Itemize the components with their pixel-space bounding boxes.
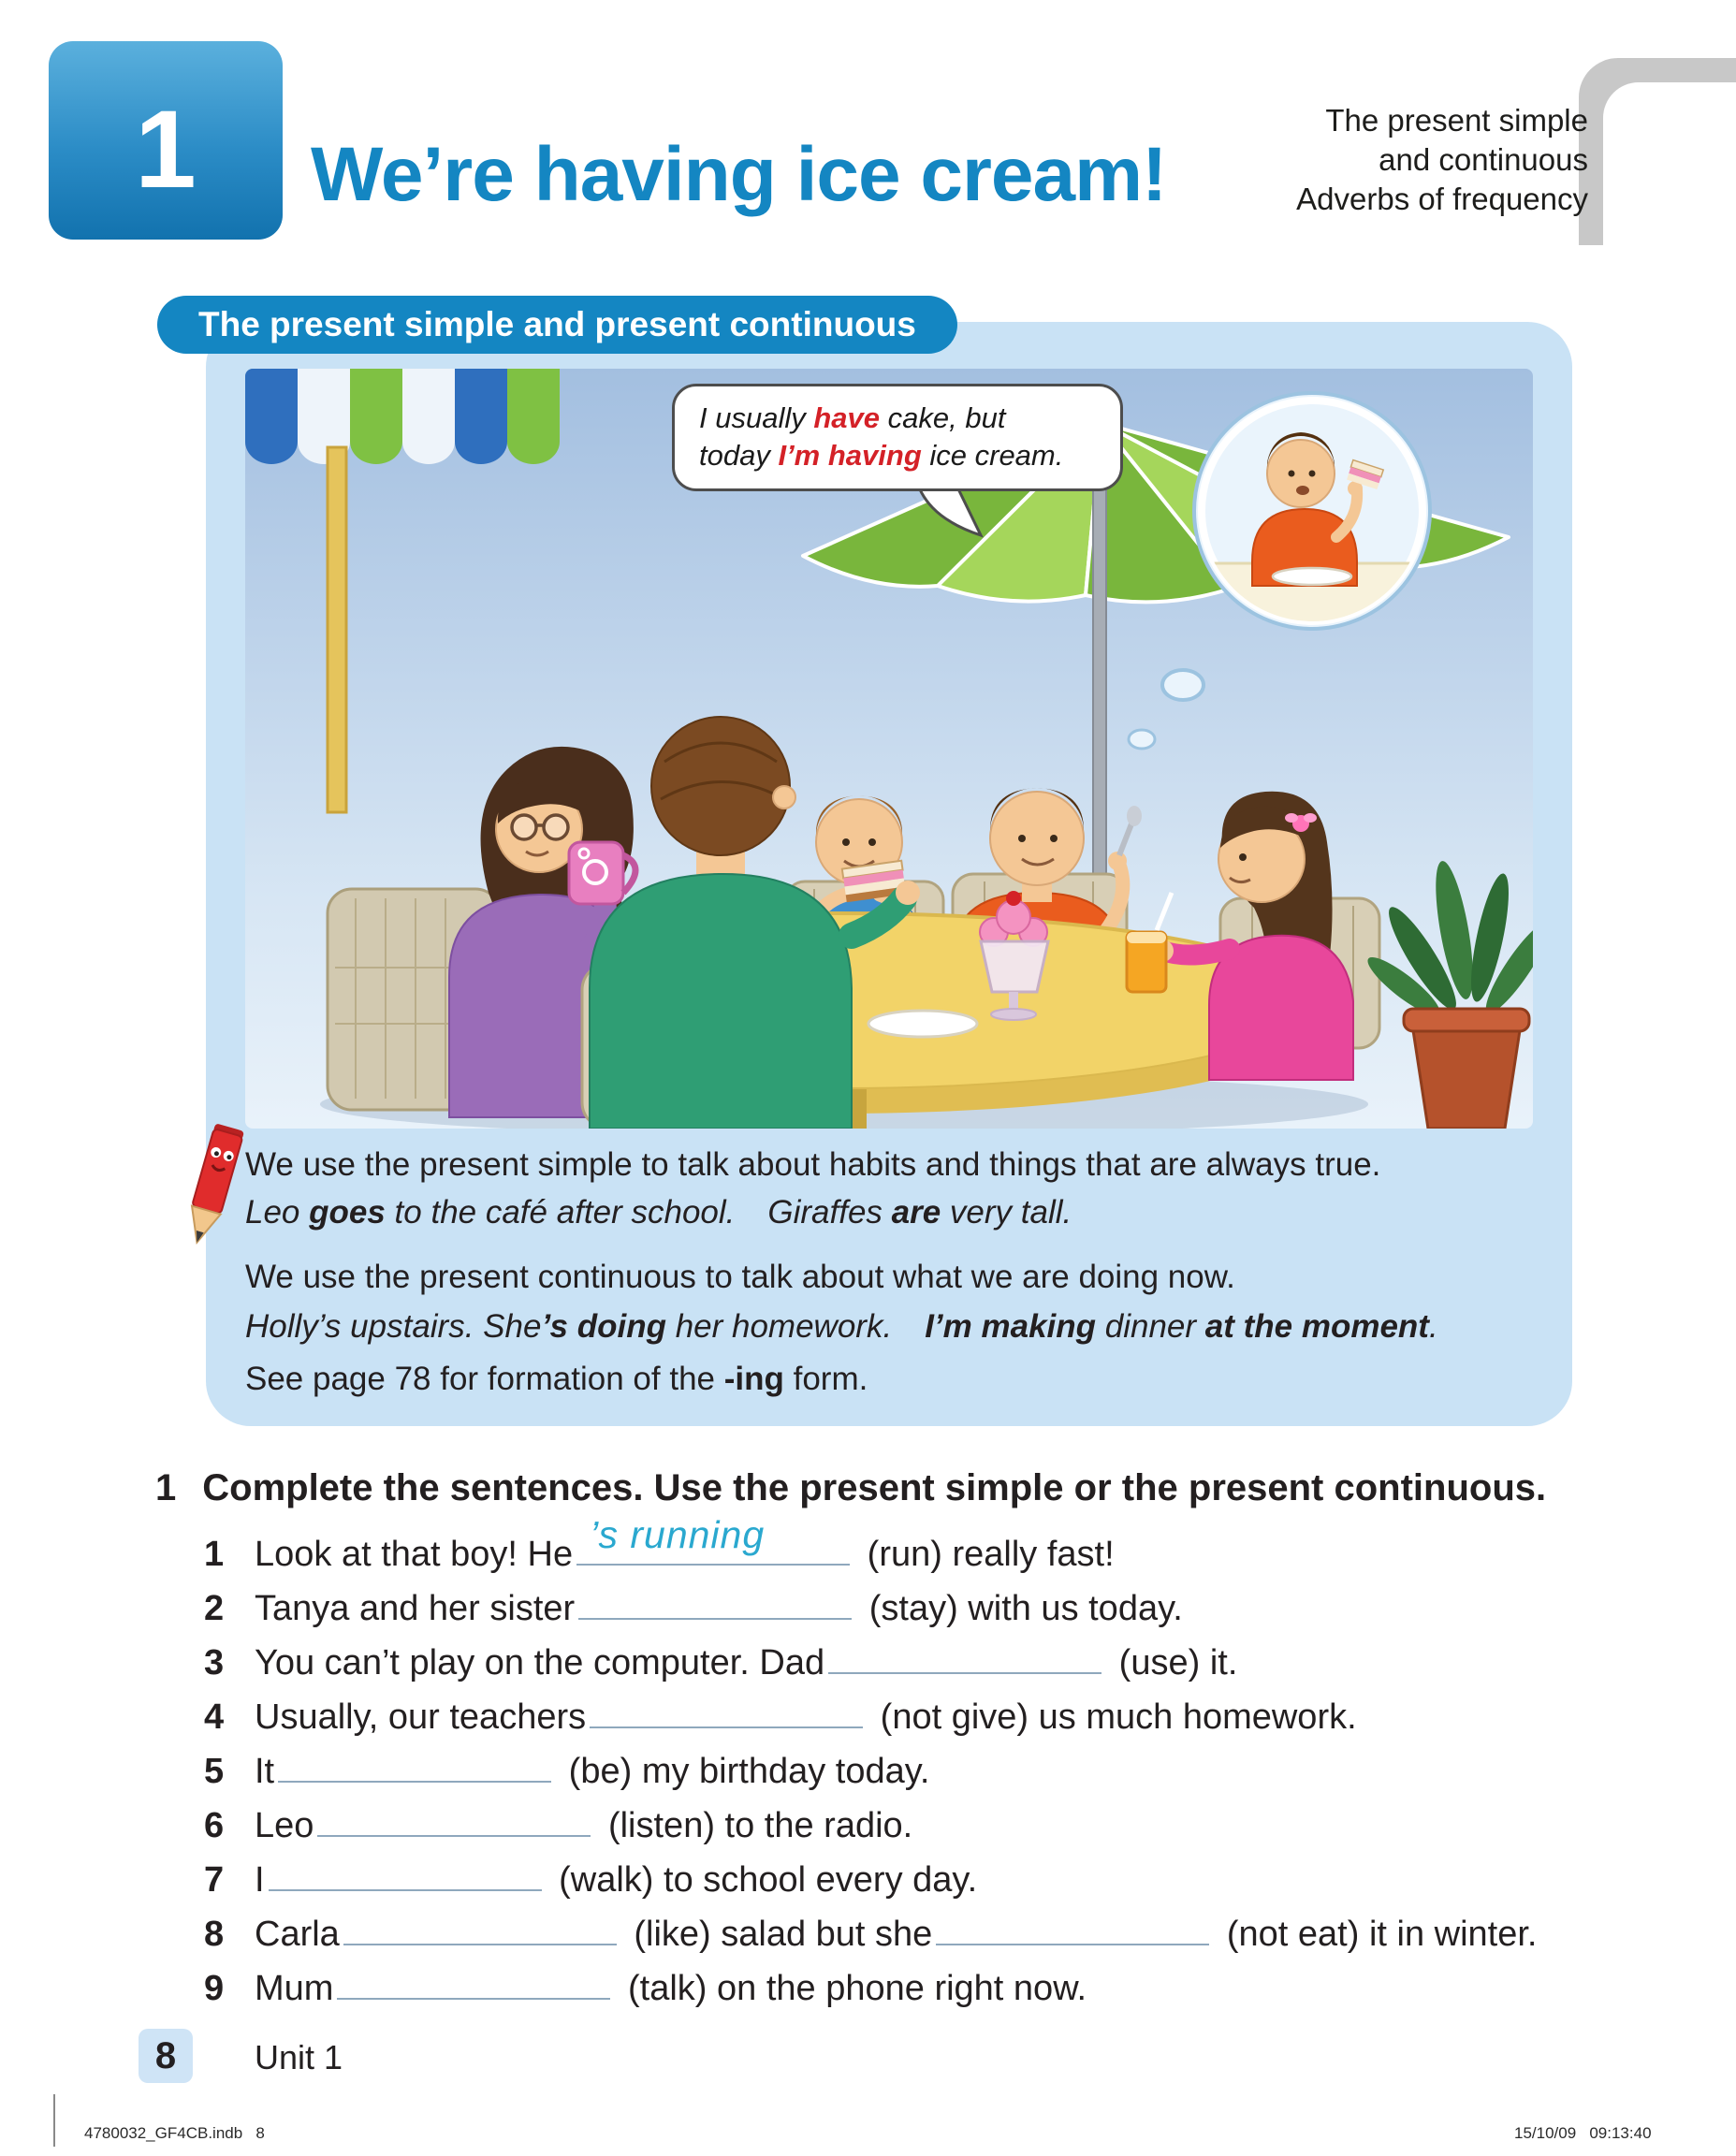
- exercise-item: [155, 1636, 1671, 1690]
- answer-blank[interactable]: [590, 1721, 863, 1728]
- text-segment: (listen) to the radio.: [598, 1806, 913, 1845]
- text-segment: are: [891, 1193, 941, 1231]
- exercise-item-number: 7: [204, 1860, 225, 1900]
- speech-bubble: [672, 384, 1123, 491]
- exercise-item: [155, 1513, 1671, 1581]
- thought-trail-bubble: [1162, 670, 1204, 700]
- answer-blank[interactable]: [828, 1667, 1101, 1674]
- text-segment: ’s doing: [541, 1308, 666, 1346]
- answer-blank[interactable]: [343, 1938, 617, 1945]
- text-segment: (talk) on the phone right now.: [618, 1969, 1087, 2008]
- text-segment: -ing: [723, 1361, 784, 1397]
- text-segment: Tanya and her sister: [255, 1589, 576, 1628]
- print-imprint-left: 4780032_GF4CB.indb 8: [84, 2124, 265, 2142]
- grammar-rule-present-simple: [245, 1142, 1518, 1189]
- text-segment: goes: [309, 1193, 386, 1231]
- text-segment: (stay) with us today.: [859, 1589, 1183, 1628]
- plate: [868, 1011, 977, 1037]
- text-segment: Usually, our teachers: [255, 1697, 587, 1737]
- answer-blank[interactable]: [269, 1884, 542, 1891]
- exercise-item-number: 5: [204, 1752, 225, 1791]
- answer-blank[interactable]: [936, 1938, 1209, 1945]
- grammar-rule-present-continuous: [245, 1254, 1518, 1302]
- exercise-number: 1: [155, 1467, 177, 1508]
- text-segment: I’m making: [925, 1308, 1097, 1346]
- topic-line: The present simple: [1325, 103, 1588, 138]
- text-segment: ice cream.: [921, 439, 1064, 473]
- exercise-item: [155, 1961, 1671, 2016]
- thought-trail-bubble: [1129, 730, 1155, 749]
- text-segment: See page 78 for formation of the: [245, 1361, 724, 1397]
- text-segment: You can’t play on the computer. Dad: [255, 1643, 825, 1683]
- text-segment: Holly’s upstairs. She: [245, 1308, 542, 1346]
- exercise-item: [155, 1853, 1671, 1907]
- exercise-item-number: 9: [204, 1969, 225, 2008]
- exercise-item-text: [255, 1961, 1671, 2016]
- exercise-1: [155, 1465, 1671, 2016]
- exercise-item-number: 8: [204, 1915, 225, 1954]
- text-segment: (not give) us much homework.: [870, 1697, 1357, 1737]
- text-segment: I’m having: [778, 439, 922, 473]
- text-segment: very tall.: [941, 1193, 1072, 1231]
- text-segment: (run) really fast!: [857, 1535, 1115, 1574]
- pencil-icon: [172, 1123, 253, 1254]
- text-segment: Leo: [245, 1193, 310, 1231]
- exercise-item: [155, 1581, 1671, 1636]
- text-segment: Look at that boy! He: [255, 1535, 574, 1574]
- exercise-item: [155, 1799, 1671, 1853]
- text-segment: (not eat) it in winter.: [1217, 1915, 1538, 1954]
- grammar-note-ing-form: [245, 1356, 1518, 1404]
- text-segment: I: [255, 1860, 265, 1900]
- text-segment: at the moment: [1204, 1308, 1429, 1346]
- exercise-item-text: [255, 1581, 1671, 1636]
- exercise-item-number: 6: [204, 1806, 225, 1845]
- unit-number: 1: [135, 88, 197, 211]
- exercise-item-number: 4: [204, 1697, 225, 1737]
- exercise-heading: [155, 1465, 1671, 1510]
- crop-mark: [53, 2094, 55, 2147]
- exercise-item-text: [255, 1799, 1671, 1853]
- text-segment: form.: [783, 1361, 868, 1397]
- grammar-example-present-simple: [245, 1189, 1518, 1237]
- exercise-items: [155, 1513, 1671, 2016]
- text-segment: We use the present simple to talk about habits and things that are always true.: [245, 1146, 1381, 1183]
- text-segment: today: [699, 439, 779, 473]
- grammar-notes: [245, 1142, 1518, 1404]
- text-segment: We use the present continuous to talk about what we are doing now.: [245, 1258, 1235, 1295]
- text-segment: have: [813, 401, 881, 434]
- handwritten-answer: ’s running: [590, 1513, 766, 1556]
- exercise-item-text: [255, 1636, 1671, 1690]
- grammar-example-present-continuous: [245, 1304, 1518, 1351]
- exercise-item-number: 1: [204, 1535, 225, 1574]
- text-segment: (walk) to school every day.: [548, 1860, 978, 1900]
- unit-number-badge: [49, 41, 283, 240]
- answer-blank[interactable]: [317, 1829, 591, 1837]
- section-banner: The present simple and present continuous: [157, 296, 957, 354]
- text-segment: her homework.: [665, 1308, 926, 1346]
- text-segment: Leo: [255, 1806, 314, 1845]
- answer-blank[interactable]: [337, 1992, 610, 2000]
- awning-pole: [328, 447, 346, 812]
- exercise-item: [155, 1744, 1671, 1799]
- answer-blank[interactable]: [578, 1612, 852, 1620]
- speech-text-line2: [699, 437, 1096, 474]
- text-segment: It: [255, 1752, 275, 1791]
- exercise-item-text: [255, 1744, 1671, 1799]
- text-segment: (be) my birthday today.: [559, 1752, 930, 1791]
- grammar-panel: [206, 322, 1572, 1426]
- exercise-item: [155, 1907, 1671, 1961]
- page-title: We’re having ice cream!: [311, 132, 1167, 217]
- topic-line: and continuous: [1379, 142, 1588, 178]
- exercise-item-text: [255, 1853, 1671, 1907]
- text-segment: I usually: [699, 401, 814, 434]
- text-segment: cake, but: [880, 401, 1006, 434]
- speech-text-line1: [699, 400, 1096, 437]
- text-segment: (use) it.: [1109, 1643, 1238, 1683]
- exercise-item-text: [255, 1690, 1671, 1744]
- text-segment: .: [1428, 1308, 1438, 1346]
- page-number: 8: [154, 2034, 177, 2076]
- topic-line: Adverbs of frequency: [1296, 182, 1588, 217]
- text-segment: dinner: [1096, 1308, 1205, 1346]
- print-imprint-right: 15/10/09 09:13:40: [1514, 2124, 1652, 2142]
- page-number-badge: [139, 2029, 193, 2083]
- text-segment: to the café after school. Giraffes: [385, 1193, 892, 1231]
- answer-blank[interactable]: [278, 1775, 551, 1783]
- topic-lines: [1296, 101, 1588, 220]
- text-segment: (like) salad but she: [623, 1915, 933, 1954]
- exercise-instruction: Complete the sentences. Use the present simple or the present continuous.: [202, 1467, 1547, 1508]
- text-segment: Carla: [255, 1915, 340, 1954]
- answer-blank[interactable]: [576, 1513, 850, 1566]
- exercise-item-number: 3: [204, 1643, 225, 1683]
- unit-label: Unit 1: [255, 2038, 343, 2076]
- exercise-item-number: 2: [204, 1589, 225, 1628]
- exercise-item-text: [255, 1513, 1671, 1581]
- page-corner-shadow-inner: [1603, 82, 1736, 245]
- cafe-illustration: [245, 369, 1533, 1129]
- text-segment: Mum: [255, 1969, 334, 2008]
- exercise-item: [155, 1690, 1671, 1744]
- exercise-item-text: [255, 1907, 1671, 1961]
